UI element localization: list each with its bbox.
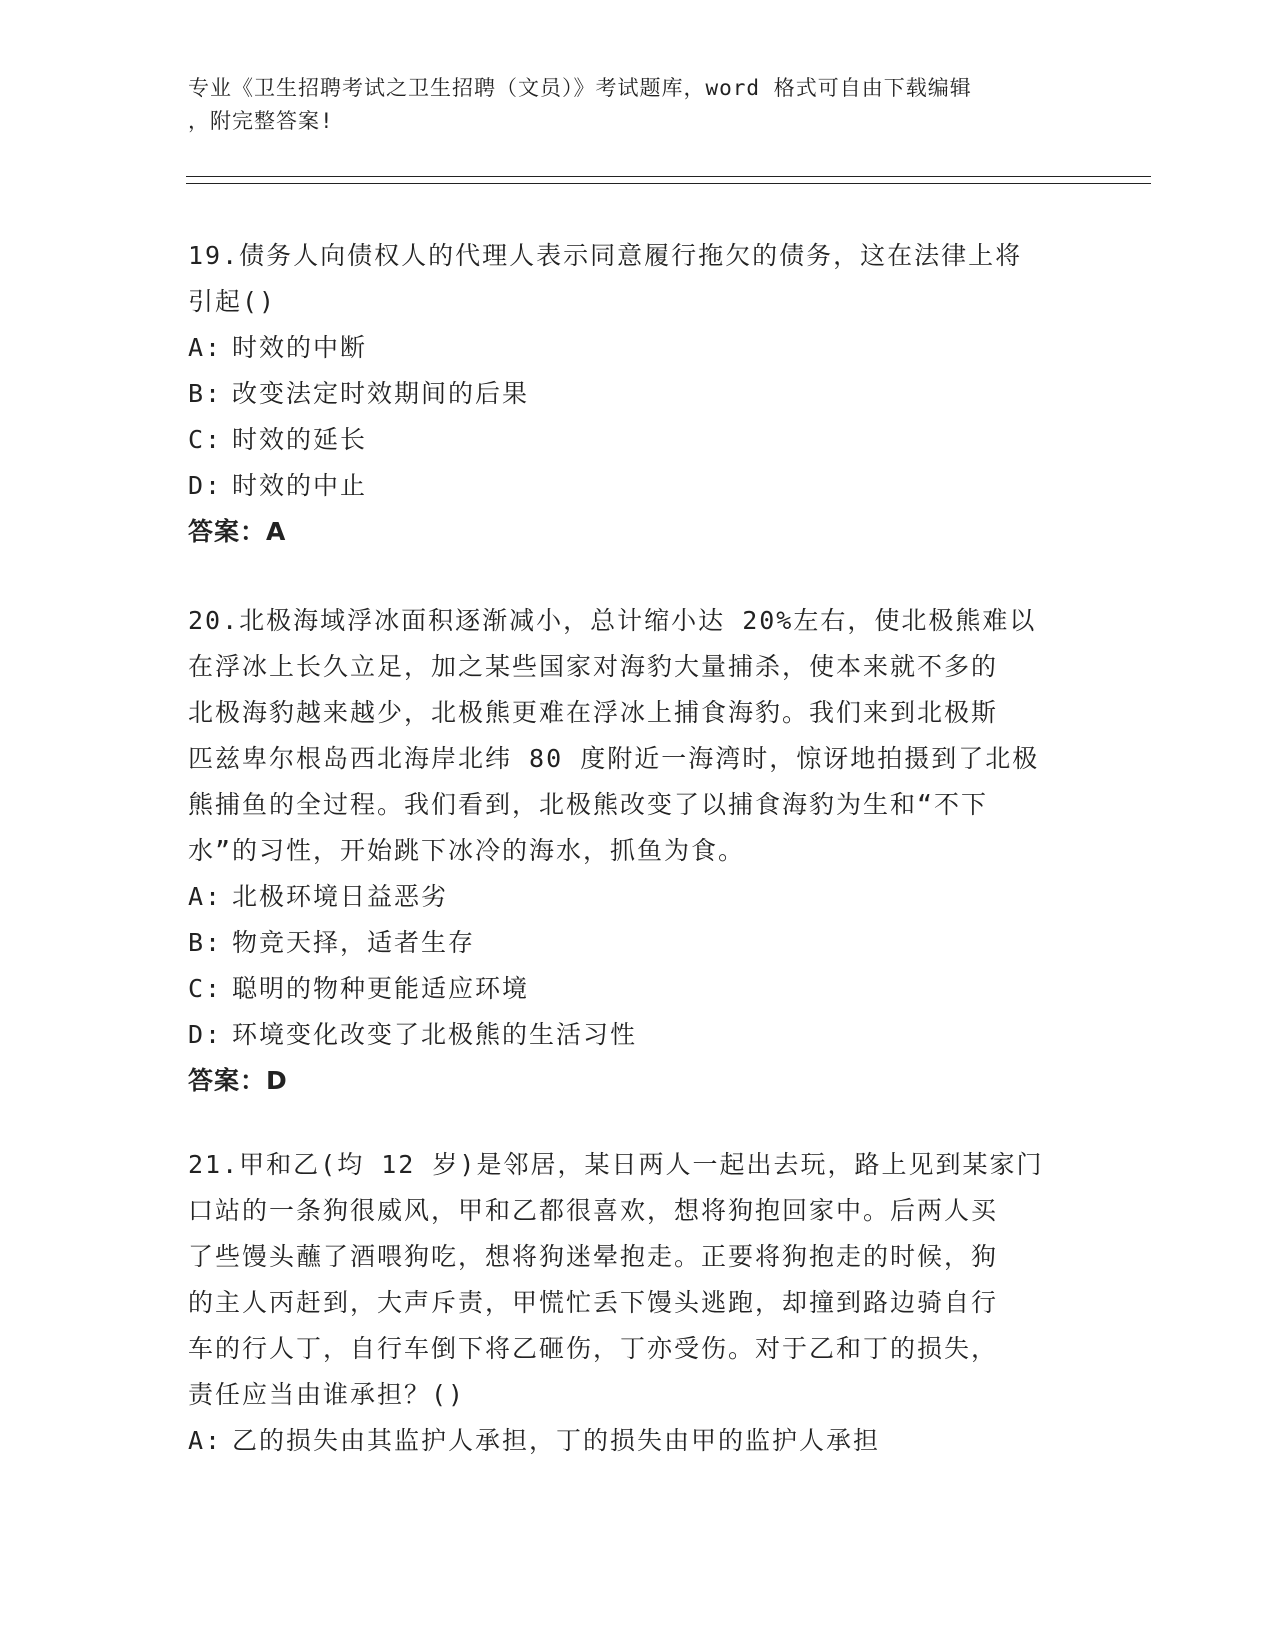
question-stem-line: 了些馒头蘸了酒喂狗吃，想将狗迷晕抱走。正要将狗抱走的时候，狗 xyxy=(188,1242,999,1271)
question-stem-line: 的主人丙赶到，大声斥责，甲慌忙丢下馒头逃跑，却撞到路边骑自行 xyxy=(188,1288,999,1317)
question-stem-line: 19.债务人向债权人的代理人表示同意履行拖欠的债务，这在法律上将 xyxy=(188,241,1023,270)
answer-label: 答案：D xyxy=(188,1066,288,1095)
option-key: A: xyxy=(188,1426,223,1455)
option-text: 时效的中止 xyxy=(232,471,368,500)
question-stem-line: 在浮冰上长久立足，加之某些国家对海豹大量捕杀，使本来就不多的 xyxy=(188,652,999,681)
option-text: 乙的损失由其监护人承担，丁的损失由甲的监护人承担 xyxy=(232,1426,881,1455)
header-divider xyxy=(186,176,1151,184)
option-key: C: xyxy=(188,974,223,1003)
option-d xyxy=(188,1012,1078,1058)
question-stem-line: 车的行人丁，自行车倒下将乙砸伤，丁亦受伤。对于乙和丁的损失， xyxy=(188,1334,999,1363)
question-stem-line: 20.北极海域浮冰面积逐渐减小，总计缩小达 20%左右，使北极熊难以 xyxy=(188,606,1037,635)
option-text: 环境变化改变了北极熊的生活习性 xyxy=(232,1020,638,1049)
option-text: 时效的延长 xyxy=(232,425,368,454)
option-c xyxy=(188,417,1078,463)
question-19 xyxy=(188,233,1078,555)
question-20 xyxy=(188,598,1078,1104)
question-stem-line: 熊捕鱼的全过程。我们看到，北极熊改变了以捕食海豹为生和“不下 xyxy=(188,790,989,819)
question-stem-line: 口站的一条狗很威风，甲和乙都很喜欢，想将狗抱回家中。后两人买 xyxy=(188,1196,999,1225)
option-key: B: xyxy=(188,928,223,957)
option-a xyxy=(188,874,1078,920)
question-stem-line: 引起() xyxy=(188,287,277,316)
option-b xyxy=(188,371,1078,417)
option-text: 改变法定时效期间的后果 xyxy=(232,379,530,408)
option-text: 物竞天择，适者生存 xyxy=(232,928,476,957)
option-b xyxy=(188,920,1078,966)
answer-label: 答案：A xyxy=(188,517,287,546)
question-stem-line: 21.甲和乙(均 12 岁)是邻居，某日两人一起出去玩，路上见到某家门 xyxy=(188,1150,1044,1179)
option-d xyxy=(188,463,1078,509)
option-key: A: xyxy=(188,333,223,362)
page-header xyxy=(188,72,1068,138)
option-a xyxy=(188,1418,1078,1464)
header-line-2: ，附完整答案! xyxy=(188,109,334,133)
question-stem-line: 责任应当由谁承担？() xyxy=(188,1380,466,1409)
option-c xyxy=(188,966,1078,1012)
option-text: 聪明的物种更能适应环境 xyxy=(232,974,530,1003)
question-stem-line: 匹兹卑尔根岛西北海岸北纬 80 度附近一海湾时，惊讶地拍摄到了北极 xyxy=(188,744,1040,773)
option-key: C: xyxy=(188,425,223,454)
question-stem-line: 水”的习性，开始跳下冰冷的海水，抓鱼为食。 xyxy=(188,836,746,865)
header-line-1: 专业《卫生招聘考试之卫生招聘（文员）》考试题库，word 格式可自由下载编辑 xyxy=(188,76,972,100)
question-21 xyxy=(188,1142,1078,1464)
option-text: 北极环境日益恶劣 xyxy=(232,882,449,911)
option-text: 时效的中断 xyxy=(232,333,368,362)
option-key: D: xyxy=(188,471,223,500)
option-key: A: xyxy=(188,882,223,911)
option-key: D: xyxy=(188,1020,223,1049)
question-stem-line: 北极海豹越来越少，北极熊更难在浮冰上捕食海豹。我们来到北极斯 xyxy=(188,698,999,727)
option-key: B: xyxy=(188,379,223,408)
option-a xyxy=(188,325,1078,371)
